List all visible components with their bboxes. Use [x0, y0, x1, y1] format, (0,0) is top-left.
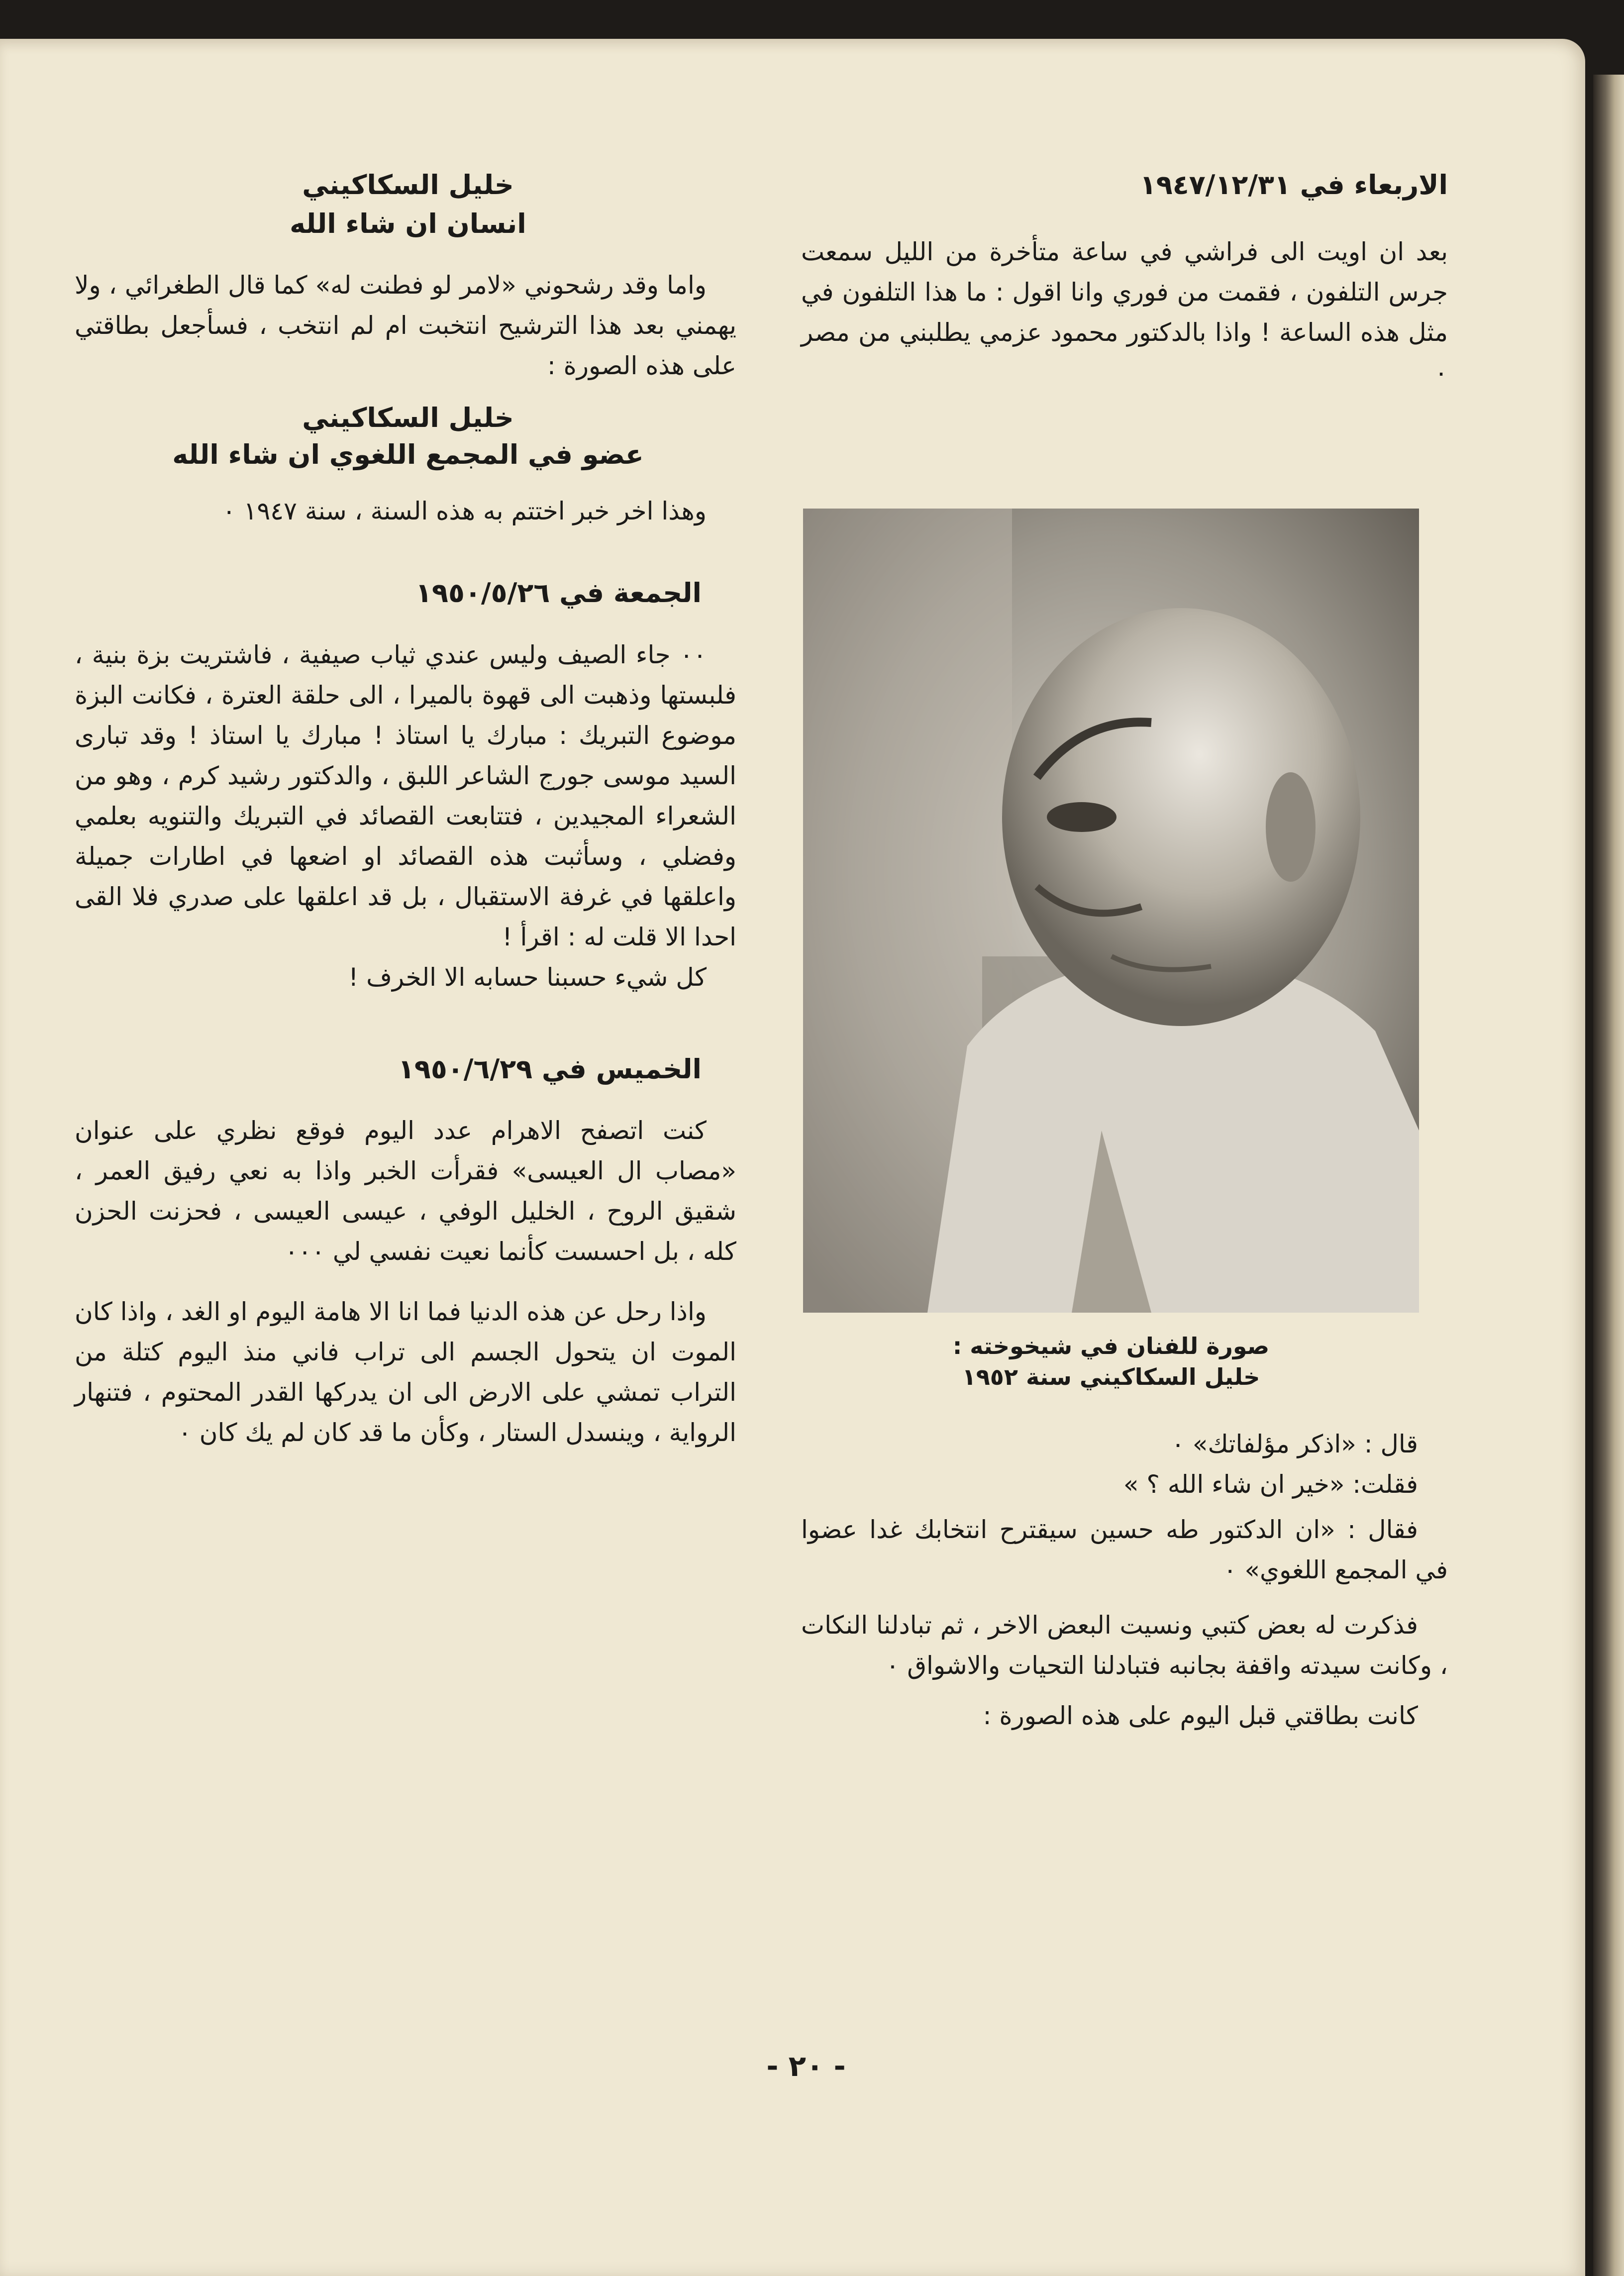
paragraph-mortality: واذا رحل عن هذه الدنيا فما انا الا هامة اليوم او الغد ، واذا كان الموت ان يتحول الجسم الى تراب فاني منذ اليوم كتلة من التراب تمشي على الارض الى ان يدركها القدر المحتوم ، فتنهار الرواية ، وينسدل الستار ، وكأن ما قد كان لم يك كان ٠ [75, 1297, 736, 1447]
paragraph-exchange: فذكرت له بعض كتبي ونسيت البعض الاخر ، ثم تبادلنا النكات ، وكانت سيدته واقفة بجانبه فتبادلنا التحيات والاشواق ٠ [801, 1611, 1448, 1680]
book-page [0, 39, 1585, 2276]
portrait-photo [803, 509, 1419, 1313]
photo-caption [803, 1331, 1419, 1392]
paragraph-obituary: كنت اتصفح الاهرام عدد اليوم فوقع نظري على عنوان «مصاب ال العيسى» فقرأت الخبر واذا به نعي رفيق العمر ، شقيق الروح ، الخليل الوفي ، عيسى العيسى ، فحزنت الحزن كله ، بل احسست كأنما نعيت نفسي لي ٠٠٠ [75, 1116, 736, 1266]
paragraph-telephone-call: بعد ان اويت الى فراشي في ساعة متأخرة من الليل سمعت جرس التلفون ، فقمت من فوري وانا اقول : ما هذا التلفون في مثل هذه الساعة ! واذا بالدكتور محمود عزمي يطلبني من مصر ٠ [801, 237, 1448, 387]
business-card-2-title: عضو في المجمع اللغوي ان شاء الله [172, 438, 644, 470]
dialogue-line-2: فقلت: «خير ان شاء الله ؟ » [1123, 1470, 1418, 1499]
right-column [801, 168, 1448, 393]
paragraph-nomination: واما وقد رشحوني «لامر لو فطنت له» كما قال الطغرائي ، ولا يهمني بعد هذا الترشيح انتخبت ام لم انتخب ، فسأجعل بطاقتي على هذه الصورة : [75, 271, 736, 380]
right-column-lower [801, 1424, 1448, 1736]
diary-date-heading: الخميس في ١٩٥٠/٦/٢٩ [398, 1053, 702, 1085]
business-card-2-name: خليل السكاكيني [302, 402, 514, 433]
dialogue-line-1: قال : «اذكر مؤلفاتك» ٠ [1171, 1430, 1418, 1458]
diary-date-heading: الاربعاء في ١٩٤٧/١٢/٣١ [1139, 169, 1448, 201]
left-column [75, 168, 736, 1453]
business-card-1-title: انسان ان شاء الله [290, 207, 526, 239]
page-number: - ٢٠ - [766, 2049, 846, 2083]
caption-line-2: خليل السكاكيني سنة ١٩٥٢ [962, 1363, 1260, 1391]
paragraph-senility: كل شيء حسبنا حسابه الا الخرف ! [348, 962, 707, 992]
paragraph-year-end: وهذا اخر خبر اختتم به هذه السنة ، سنة ١٩٤٧ ٠ [222, 497, 707, 525]
caption-line-1: صورة للفنان في شيخوخته : [952, 1333, 1270, 1359]
paragraph-card-intro: كانت بطاقتي قبل اليوم على هذه الصورة : [983, 1701, 1418, 1730]
paragraph-summer-suit: ٠٠ جاء الصيف وليس عندي ثياب صيفية ، فاشتريت بزة بنية ، فلبستها وذهبت الى قهوة بالميرا ، الى حلقة العترة ، فكانت البزة موضوع التبريك : مبارك يا استاذ ! مبارك يا استاذ ! وقد تبارى السيد موسى جورج الشاعر اللبق ، والدكتور رشيد كرم ، وهو من الشعراء المجيدين ، فتتابعت القصائد في التبريك والتنويه بعلمي وفضلي ، وسأثبت هذه القصائد او اضعها في اطارات جميلة واعلقها في غرفة الاستقبال ، بل قد اعلقها على صدري فلا القى احدا الا قلت له : اقرأ ! [75, 640, 736, 951]
dialogue-line-3: فقال : «ان الدكتور طه حسين سيقترح انتخابك غدا عضوا في المجمع اللغوي» ٠ [801, 1515, 1448, 1584]
portrait-image [803, 509, 1419, 1313]
book-page-edge [1593, 75, 1624, 2276]
business-card-1-name: خليل السكاكيني [302, 169, 514, 201]
diary-date-heading: الجمعة في ١٩٥٠/٥/٢٦ [415, 577, 702, 609]
